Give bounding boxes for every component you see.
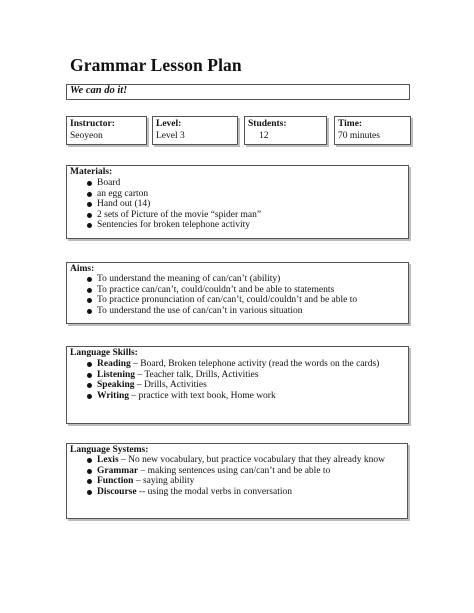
students-box [244,116,327,145]
bullet-icon [87,362,92,367]
time-label: Time: [338,119,363,129]
list-item: Hand out (14) [67,199,261,210]
bullet-icon [87,373,92,378]
list-item: Sentencies for broken telephone activity [67,220,261,231]
bullet-icon [87,223,92,228]
bullet-icon [87,181,92,186]
list-item: Writing – practice with text book, Home work [67,391,379,402]
aims-list [67,274,357,316]
bullet-icon [87,202,92,207]
materials-list [67,178,261,231]
bullet-icon [87,469,92,474]
aims-section [66,262,409,324]
bullet-icon [87,192,92,197]
systems-list [67,455,385,497]
systems-heading: Language Systems: [70,445,149,455]
bullet-icon [87,298,92,303]
bullet-icon [87,490,92,495]
time-value: 70 minutes [338,131,380,141]
materials-section [66,165,409,239]
level-box [152,116,238,145]
list-item: Discourse -- using the modal verbs in conversation [67,487,385,498]
subtitle-box [66,84,410,100]
instructor-label: Instructor: [70,119,115,129]
list-item: Listening – Teacher talk, Drills, Activities [67,370,379,381]
language-skills-section [66,346,409,424]
level-label: Level: [156,119,182,129]
page-title: Grammar Lesson Plan [70,55,242,75]
list-item: To understand the use of can/can’t in various situation [67,306,357,317]
bullet-icon [87,479,92,484]
students-label: Students: [248,119,287,129]
list-item: Speaking – Drills, Activities [67,380,379,391]
bullet-icon [87,213,92,218]
time-box [334,116,411,145]
skills-list [67,359,379,401]
list-item: Lexis – No new vocabulary, but practice vocabulary that they already know [67,455,385,466]
level-value: Level 3 [156,131,185,141]
bullet-icon [87,309,92,314]
language-systems-section [66,443,408,519]
list-item: To practice can/can’t, could/couldn’t and be able to statements [67,285,357,296]
bullet-icon [87,458,92,463]
list-item: Reading – Board, Broken telephone activity (read the words on the cards) [67,359,379,370]
bullet-icon [87,394,92,399]
instructor-value: Seoyeon [70,131,103,141]
bullet-icon [87,277,92,282]
skills-heading: Language Skills: [70,348,138,358]
materials-heading: Materials: [70,167,113,177]
aims-heading: Aims: [70,264,95,274]
bullet-icon [87,383,92,388]
instructor-box [66,116,147,145]
list-item: 2 sets of Picture of the movie “spider man” [67,210,261,221]
list-item: an egg carton [67,189,261,200]
students-value: 12 [259,131,269,141]
list-item: Function – saying ability [67,476,385,487]
list-item: Grammar – making sentences using can/can’t and be able to [67,466,385,477]
lesson-subtitle: We can do it! [70,85,128,96]
list-item: To understand the meaning of can/can’t (ability) [67,274,357,285]
bullet-icon [87,288,92,293]
list-item: Board [67,178,261,189]
list-item: To practice pronunciation of can/can’t, could/couldn’t and be able to [67,295,357,306]
